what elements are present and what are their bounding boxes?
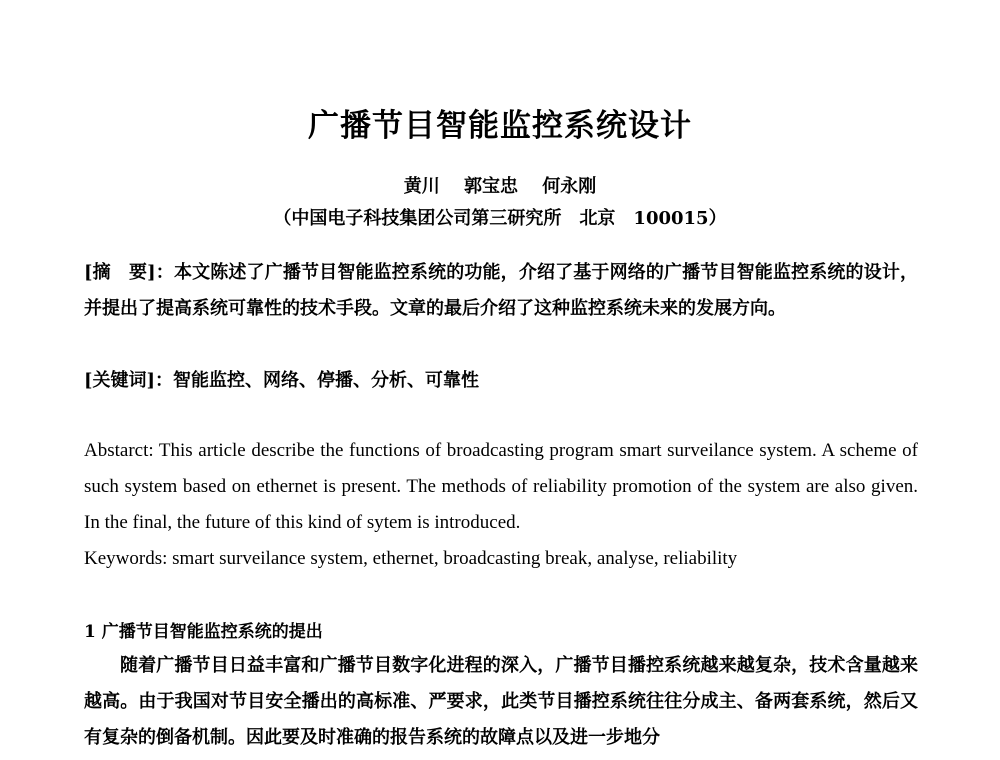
abstract-chinese-text: 本文陈述了广播节目智能监控系统的功能，介绍了基于网络的广播节目智能监控系统的设计，并提出了提高系统可靠性的技术手段。文章的最后介绍了这种监控系统未来的发展方向。 <box>84 262 918 319</box>
abstract-english <box>84 433 918 541</box>
keywords-chinese-label: [关键词]： <box>84 370 174 391</box>
abstract-chinese <box>84 255 918 327</box>
author-name: 黄川 <box>403 176 440 197</box>
section-1-heading: 1 广播节目智能监控系统的提出 <box>84 622 323 642</box>
paper-title: 广播节目智能监控系统设计 <box>308 108 692 144</box>
section-1-paragraph: 随着广播节目日益丰富和广播节目数字化进程的深入，广播节目播控系统越来越复杂，技术含量越来越高。由于我国对节目安全播出的高标准、严要求，此类节目播控系统往往分成主、备两套系统，然后又有复杂的倒备机制。因此要及时准确的报告系统的故障点以及进一步地分 <box>84 655 918 748</box>
keywords-english <box>84 541 918 577</box>
keywords-english-text: smart surveilance system, ethernet, broadcasting break, analyse, reliability <box>172 548 738 569</box>
affiliation: （中国电子科技集团公司第三研究所 北京 100015） <box>273 208 727 229</box>
author-list <box>0 172 1000 198</box>
keywords-chinese <box>84 363 918 399</box>
keywords-chinese-text: 智能监控、网络、停播、分析、可靠性 <box>173 370 480 391</box>
keywords-english-label: Keywords: <box>84 548 173 569</box>
author-name: 郭宝忠 <box>464 176 518 197</box>
abstract-english-label: Abstarct: <box>84 440 159 461</box>
author-name: 何永刚 <box>542 176 597 197</box>
abstract-chinese-label: [摘 要]： <box>84 262 174 283</box>
abstract-english-text: This article describe the functions of broadcasting program smart surveilance system. A scheme of such system based on ethernet is present. The methods of reliability promotion of the system are also given. In the final, the future of this kind of sytem is introduced. <box>84 440 918 533</box>
